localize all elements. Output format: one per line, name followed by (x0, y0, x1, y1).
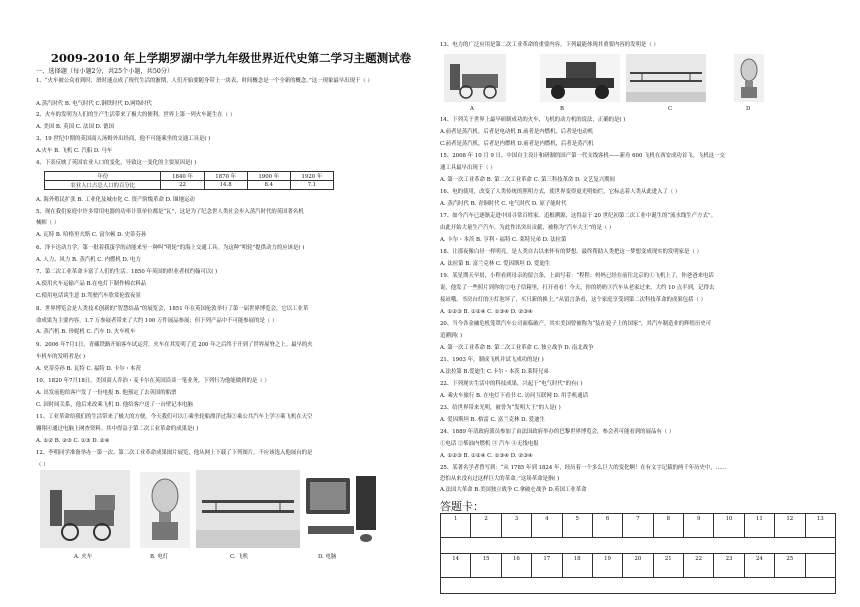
answer-blank-row[interactable] (441, 538, 836, 554)
caption-b: B. 电灯 (150, 554, 169, 560)
steam-engine-image (444, 54, 506, 102)
question-11-cont: 翱翔④通过电脑上网查资料。其中得益于第二次工业革命的成果是( ) (36, 426, 199, 432)
question-10: 10、1820 年7月18日，美国商人乔治・麦卡尔在英国沿谈一笔业务，下列行为他能做到的是（ ） (36, 378, 270, 384)
answer-cell[interactable]: 16 (501, 554, 531, 578)
answer-card-table (440, 513, 836, 594)
question-7-options-2: C.使用电话谈生意 D.驾驶汽车欣赏伦敦夜景 (36, 293, 141, 299)
question-15-options: A. 第一次工业革命 B. 第二次工业革命 C. 第三科技革命 D. 文艺复兴期间 (440, 177, 615, 183)
answer-cell[interactable]: 7 (623, 514, 653, 538)
answer-cell[interactable]: 17 (532, 554, 562, 578)
lightbulb-image (140, 472, 190, 548)
question-17-options: A. 卡尔・本茨 B. 亨利・福特 C. 莱特兄弟 D. 法拉第 (440, 237, 567, 243)
answer-cell[interactable]: 9 (684, 514, 714, 538)
answer-cell[interactable]: 12 (775, 514, 805, 538)
answer-cell[interactable]: 10 (714, 514, 744, 538)
question-13: 13、电力的广泛应用是第二次工业革命的重要内容。下列最能体现其重要内容的发明是（ ） (440, 42, 659, 48)
question-20: 20、当今各金融危机笼罩汽车公司面临破产。其实美国曾被称为“装在轮子上的国家”，其汽车制造业的辉煌历史可 (440, 321, 712, 327)
answer-cell[interactable]: 5 (562, 514, 592, 538)
car-image (540, 54, 620, 102)
answer-cell[interactable]: 11 (744, 514, 774, 538)
q13-caption-a: A (470, 106, 474, 112)
question-17-cont: 由此开始大量生产汽车。为此作出突出贡献，被称为“汽车大王”的是（ ） (440, 225, 615, 231)
table-header: 1920 年 (290, 172, 333, 181)
question-25: 25、某著名学者曾写到：“从 1785 年到 1824 年，经历着一个多么巨大的变化啊！在有文字记载的两千年历史中，…… (440, 465, 727, 471)
airplane-image (196, 470, 300, 548)
answer-cell[interactable]: 25 (775, 554, 805, 578)
question-24: 24、1889 年清政府派员参加了由法国政府举办的巴黎世界博览会，参会者可能看到的展品有（ ） (440, 429, 675, 435)
question-15: 15、2008 年 10 月 9 日，中国自主设计和研制的国产第一代支线客机——新舟 600 飞机在西安成功首飞。飞机这一交 (440, 153, 725, 159)
question-11: 11、工业革命给我们的生活带来了极大的方便。今天我们可以①乘坐轮船漂洋过海②乘公共汽车上学③乘飞机在天空 (36, 414, 313, 420)
question-5-options: A. 瓦特 B. 哈格里夫斯 C. 富尔顿 D. 史蒂芬孙 (36, 232, 147, 238)
question-7-options-1: A.使用火车运输产品 B.在电灯下制作棉衣料品 (36, 281, 147, 287)
q13-caption-b: B (560, 106, 564, 112)
answer-cell[interactable]: 23 (714, 554, 744, 578)
caption-d: D. 电脑 (318, 554, 337, 560)
question-5-cont: 械师（ ） (36, 220, 60, 226)
question-6-options: A. 人力、风力 B. 蒸汽机 C. 内燃机 D. 电力 (36, 257, 141, 263)
question-12: 12、李明同学准备举办一第一次、第二次工业革命成果图片展览，他从网上下载了下列图片，不应该选入他展台的是 (36, 450, 313, 456)
question-8-options: A. 蒸汽机 B. 珍妮机 C. 汽车 D. 火车机车 (36, 329, 136, 335)
population-table (44, 171, 334, 190)
question-6: 6、泽卡达动力学，第一批着我蛋学的动能来至一种叫“明轮”的海上交通工具。为这种“明轮”提供动力的应该是( ) (36, 245, 305, 251)
answer-cell[interactable]: 15 (471, 554, 501, 578)
question-16: 16、电的使用，改变了人类传统的照明方式，使世界变得更光明灿烂，它标志着人类从此进入了（ ） (440, 189, 681, 195)
page-title: 2009-2010 年上学期罗湖中学九年级世界近代史第二学习主题测试卷 (50, 51, 412, 65)
question-25-cont: 恐怕从来没有过这样巨大的革命。”这场革命是指( ) (440, 476, 560, 482)
question-21: 21、1903 年，制成飞机并试飞成功的是( ) (440, 357, 544, 363)
question-16-options: A. 蒸汽时代 B. 青铜时代 C. 电气时代 D. 原子能时代 (440, 201, 567, 207)
question-20-options: A. 第一次工业革命 B. 第二次工业革命 C. 独立战争 D. 南北战争 (440, 345, 594, 351)
question-14: 14、下列关于世界上最早研制成功的火车、飞机的动力机的说法，正确的是( ) (440, 117, 626, 123)
question-3: 3、19 世纪中期的英国商人汤姆外出经商，他不可能乘坐的交通工具是( ) (36, 136, 211, 142)
caption-c: C. 飞机 (230, 554, 249, 560)
section-heading: 一、选择题（每小题2分，共25个小题，共50分） (36, 68, 174, 75)
question-22-options: A. 乘火车旅行 B. 在电灯下看书 C. 访问互联网 D. 用手机通话 (440, 393, 588, 399)
question-4-options: A. 海外殖民扩张 B. 工业化及城市化 C. 资产阶级革命 D. 圈地运动 (36, 197, 195, 203)
table-cell: 7.1 (290, 181, 333, 190)
question-20-cont: 追溯到( ) (440, 333, 463, 339)
question-12-cont: （ ） (36, 462, 49, 468)
answer-cell[interactable]: 18 (562, 554, 592, 578)
question-4: 4、下表反映了英国农业人口的变化，导致这一变化的主要原因是( ) (36, 160, 197, 166)
question-18: 18、让那夜像白昼一样明亮，是人类自古以来怀有的梦想。最终帮助人类把这一梦想变成现实的发明家是（ ） (440, 249, 702, 255)
question-9-cont: 车机车的发明者是( ) (36, 354, 86, 360)
question-11-options: A. ①② B. ②③ C. ①③ D. ②④ (36, 438, 110, 444)
question-9-options: A. 史蒂芬孙 B. 瓦特 C. 福特 D. 卡尔・本茨 (36, 366, 141, 372)
answer-cell[interactable]: 8 (653, 514, 683, 538)
question-21-options: A.法拉第 B.爱迪生 C.卡尔・本茨 D.莱特兄弟 (440, 369, 549, 375)
answer-cell[interactable]: 14 (441, 554, 471, 578)
answer-cell[interactable]: 13 (805, 514, 836, 538)
table-header: 年份 (45, 172, 161, 181)
question-17: 17、如今汽车已逐渐走进中国寻常百姓家。追根溯源，这得益于 20 世纪初第二次工业中诞生的“流水线生产方式”。 (440, 213, 717, 219)
biplane-image (626, 54, 706, 102)
bulb-image (734, 54, 764, 102)
question-10-options-2: C. 因时间关系，他后来改乘飞机 D. 他给客户送了一台壁记本电脑 (36, 402, 193, 408)
answer-cell[interactable]: 19 (592, 554, 622, 578)
table-cell: 14.8 (204, 181, 247, 190)
question-23-options: A. 爱因斯坦 B. 格雷 C. 富兰克林 D. 爱迪生 (440, 417, 545, 423)
computer-image (300, 470, 386, 548)
question-2: 2、火车的发明为人们的生产生活带来了极大的便利，世界上第一列火车诞生在（ ） (36, 112, 236, 118)
question-19-options: A. ①②③ B. ①②④ C. ①③④ D. ②③④ (440, 309, 533, 315)
answer-cell[interactable]: 4 (532, 514, 562, 538)
question-10-options-1: A. 出发前他给客户发了一份电报 B. 他预定了去英国的船票 (36, 390, 177, 396)
question-3-options: A.火车 B. 飞机 C. 汽船 D. 马车 (36, 148, 113, 154)
question-8: 8、世界博览会是人类技术创新的“智慧结晶”的展览会，1851 年在英国伦敦举行了第一届世界博览会，它以工业革 (36, 306, 309, 312)
question-14-options-1: A.前者是蒸汽机，后者是电动机 B.前者是内燃机，后者是电动机 (440, 129, 594, 135)
question-18-options: A. 法拉第 B. 富兰克林 C. 爱因斯坦 D. 爱迪生 (440, 261, 551, 267)
table-row-label: 农业人口占总人口的百分比 (45, 181, 161, 190)
question-8-cont: 命成果为主要内容，1.7 万参展者带来了大约 100 万件展品参展；但下列产品中不可能参展的是（ ） (36, 318, 278, 324)
question-7: 7、第二次工业革命卡富了人们的生活。1850 年英国的织业者权约翰可以( ) (36, 269, 218, 275)
q13-caption-c: C (668, 106, 673, 112)
question-19-cont2: 接站哦。书房台灯的④灯泡坏了，买只新的换上。”从留言条看，这个家庭享受到第二次科技革命的成果包括（ ） (440, 297, 706, 303)
question-19-cont: 说，他发了一些照片到你的②电子信箱里，打开看看！今天，你的奶奶③汽车从老家过来，大约 10 点半到，记得去 (440, 285, 715, 291)
question-22: 22、下列现实生活中的科技成果，兴起于“电气时代”的有( ) (440, 381, 583, 387)
answer-card-title: 答题卡： (440, 500, 484, 513)
table-cell: 22 (161, 181, 204, 190)
answer-row (441, 514, 836, 538)
question-1: 1、“火车被公众看到时，滑时速点成了现代生活的渐期，人们开始要随身带上一块表，时间概念是一个全新的概念。”这一现象最早出现于（ ） (36, 78, 373, 84)
answer-cell[interactable]: 2 (471, 514, 501, 538)
question-25-options: A.法国大革命 B.美国独立战争 C.拿破仑战争 D.英国工业革命 (440, 487, 587, 493)
question-23: 23、给世界带来光明，被誉为“发明大王”的人是( ) (440, 405, 561, 411)
answer-cell[interactable]: 22 (684, 554, 714, 578)
q13-caption-d: D (746, 106, 751, 112)
question-5: 5、现在我们家庭中许多常用电器的功率计算单位都是“瓦”，这是为了纪念世人类社会步入蒸汽时代的英国著名机 (36, 209, 304, 215)
question-9: 9、2006 年7月1日，青藏铁路开始客车试运营，火车在其发明了近 200 年之后终于开到了世界屋脊之上。最早的火 (36, 342, 313, 348)
table-cell: 8.4 (247, 181, 290, 190)
locomotive-image (40, 470, 130, 548)
question-24-options: A. ①②③ B. ①②④ C. ①③④ D. ②③④ (440, 453, 533, 459)
table-header: 1900 年 (247, 172, 290, 181)
question-14-options-2: C.前者是蒸汽机，后者是内燃机 D.前者是内燃机，后者是蒸汽机 (440, 141, 594, 147)
answer-cell[interactable]: 6 (592, 514, 622, 538)
question-1-options: A.蒸汽时代 B. 电气时代 C.钢铁时代 D.网络时代 (36, 101, 152, 107)
answer-blank-row[interactable] (441, 578, 836, 594)
question-24-items: ①电话 ②柴油内燃机 ③ 汽车 ④无线电报 (440, 441, 539, 447)
answer-cell[interactable] (805, 554, 836, 578)
table-header: 1840 年 (161, 172, 204, 181)
answer-cell[interactable]: 3 (501, 514, 531, 538)
caption-a: A. 火车 (74, 554, 93, 560)
question-19: 19、某星期天早晨，小程看到母亲的留言条，上面写着：“程程：妈妈已经在前往北京的①飞机上了，你爸爸来电话 (440, 273, 714, 279)
answer-cell[interactable]: 24 (744, 554, 774, 578)
answer-cell[interactable]: 21 (653, 554, 683, 578)
answer-cell[interactable]: 20 (623, 554, 653, 578)
answer-row (441, 554, 836, 578)
table-header: 1870 年 (204, 172, 247, 181)
question-15-cont: 通工具最早出现于（ ） (440, 165, 496, 171)
answer-cell[interactable]: 1 (441, 514, 471, 538)
question-2-options: A. 美国 B. 英国 C. 法国 D. 德国 (36, 124, 114, 130)
